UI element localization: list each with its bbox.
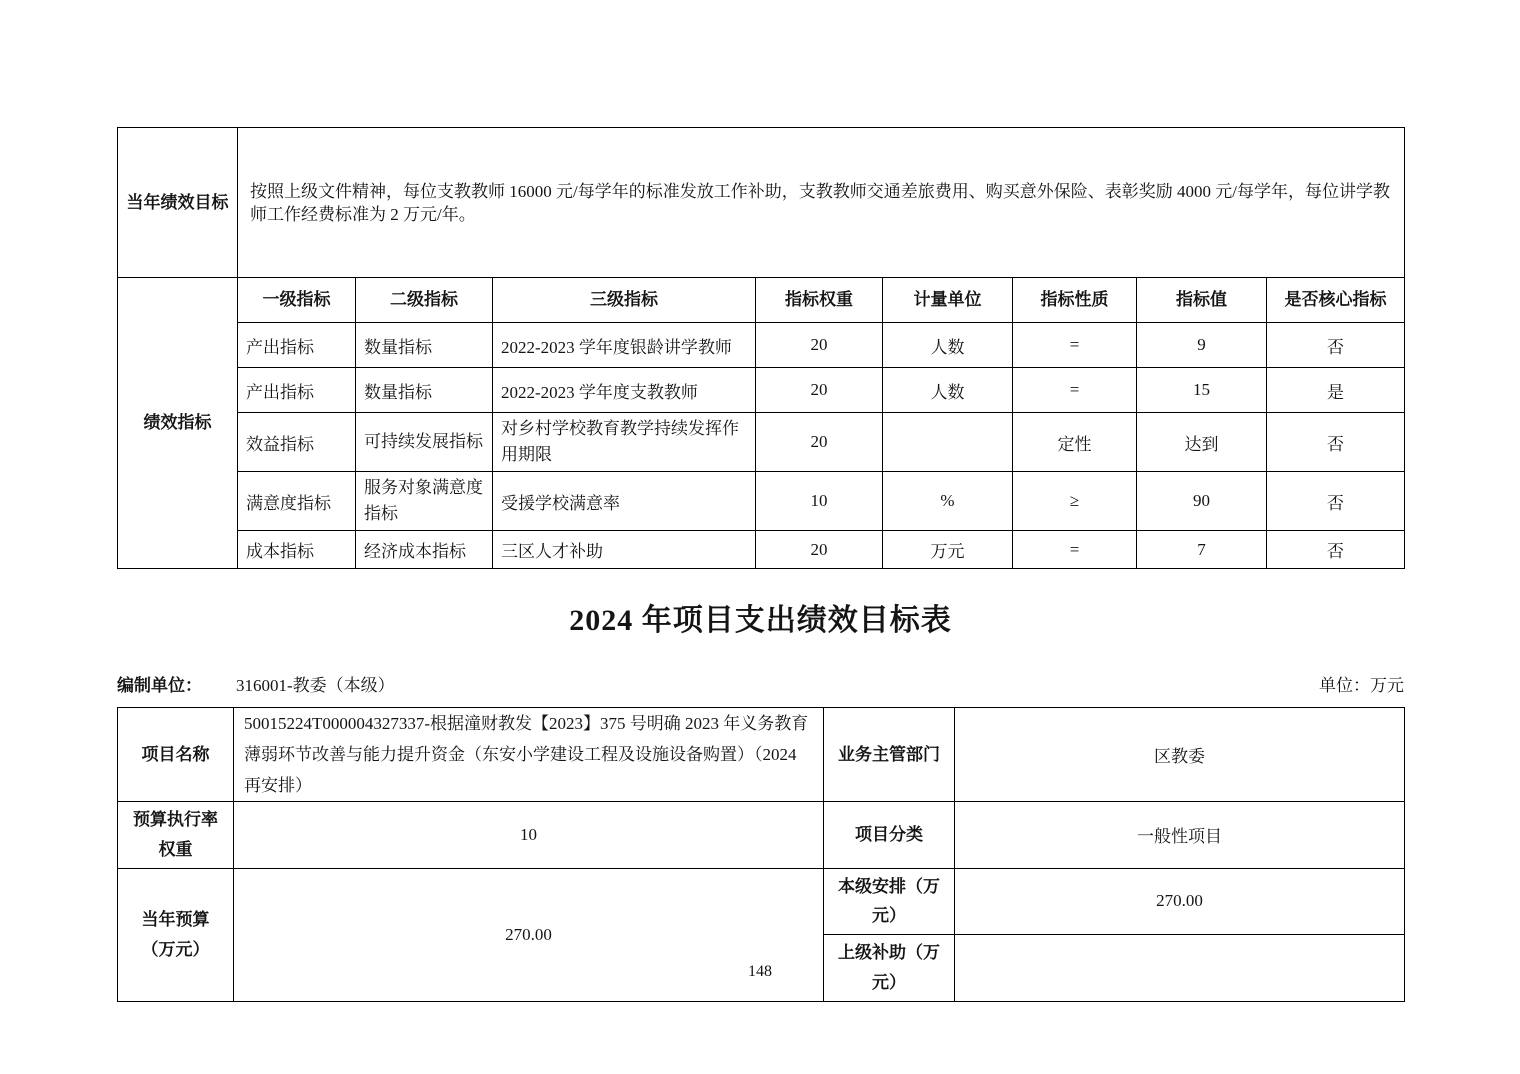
indicator-cell: = [1013,323,1137,368]
dept-value-cell: 区教委 [955,708,1405,802]
preparing-unit-value: 316001-教委（本级） [236,676,395,695]
category-value-cell: 一般性项目 [955,802,1405,869]
indicator-cell: 20 [756,413,883,472]
meta-line [117,671,1404,696]
category-label-cell: 项目分类 [824,802,955,869]
project-name-row [118,708,1405,802]
indicator-cell: ≥ [1013,472,1137,531]
indicator-cell: = [1013,368,1137,413]
header-cell: 二级指标 [356,278,493,323]
indicator-cell: 产出指标 [238,323,356,368]
project-name-value-cell: 50015224T000004327337-根据潼财教发【2023】375 号明确 2023 年义务教育薄弱环节改善与能力提升资金（东安小学建设工程及设施设备购置）（2024 再安排） [234,708,824,802]
indicator-cell: 否 [1267,323,1405,368]
indicator-row [118,531,1405,569]
local-arrangement-label-cell: 本级安排（万元） [824,868,955,935]
indicator-cell: 人数 [883,323,1013,368]
indicator-cell: 15 [1137,368,1267,413]
indicator-cell: 90 [1137,472,1267,531]
indicators-header-row [118,278,1405,323]
indicator-row [118,413,1405,472]
performance-indicators-table [117,127,1405,569]
indicator-cell: 人数 [883,368,1013,413]
page-content [117,0,1404,1002]
indicator-cell: 否 [1267,413,1405,472]
indicator-cell: 2022-2023 学年度支教教师 [493,368,756,413]
header-cell: 指标性质 [1013,278,1137,323]
header-cell: 计量单位 [883,278,1013,323]
indicator-cell: 否 [1267,531,1405,569]
indicator-cell: 受援学校满意率 [493,472,756,531]
project-budget-table [117,707,1405,1002]
exec-rate-value-cell: 10 [234,802,824,869]
currency-unit-note: 单位：万元 [1319,676,1404,695]
indicator-cell: 数量指标 [356,368,493,413]
indicator-cell: 9 [1137,323,1267,368]
header-cell: 一级指标 [238,278,356,323]
budget-label-cell: 当年预算（万元） [118,868,234,1001]
indicator-cell: 万元 [883,531,1013,569]
indicator-cell: 是 [1267,368,1405,413]
indicators-label-cell: 绩效指标 [118,278,238,569]
indicator-row [118,323,1405,368]
dept-label-cell: 业务主管部门 [824,708,955,802]
indicator-row [118,368,1405,413]
indicator-cell: 产出指标 [238,368,356,413]
indicator-cell: 对乡村学校教育教学持续发挥作用期限 [493,413,756,472]
goal-row [118,128,1405,278]
indicator-cell: 可持续发展指标 [356,413,493,472]
header-cell: 指标值 [1137,278,1267,323]
indicator-cell: 10 [756,472,883,531]
project-name-label-cell: 项目名称 [118,708,234,802]
local-arrangement-value-cell: 270.00 [955,868,1405,935]
indicator-row [118,472,1405,531]
goal-text-cell: 按照上级文件精神，每位支教教师 16000 元/每学年的标准发放工作补助，支教教师交通差旅费用、购买意外保险、表彰奖励 4000 元/每学年，每位讲学教师工作经费标准为 2 万元/年。 [238,128,1405,278]
budget-row [118,868,1405,935]
exec-rate-label-cell: 预算执行率权重 [118,802,234,869]
page-number: 148 [748,963,772,980]
indicator-cell: 效益指标 [238,413,356,472]
indicator-cell: 服务对象满意度指标 [356,472,493,531]
indicator-cell: 满意度指标 [238,472,356,531]
indicator-cell: 达到 [1137,413,1267,472]
page-title: 2024 年项目支出绩效目标表 [569,604,952,637]
goal-label-cell: 当年绩效目标 [118,128,238,278]
preparing-unit-label: 编制单位： [117,676,202,695]
header-cell: 三级指标 [493,278,756,323]
indicator-cell: 定性 [1013,413,1137,472]
superior-subsidy-label-cell: 上级补助（万元） [824,935,955,1002]
indicator-cell: 20 [756,323,883,368]
header-cell: 指标权重 [756,278,883,323]
indicator-cell: = [1013,531,1137,569]
indicator-cell: 7 [1137,531,1267,569]
indicator-cell: 数量指标 [356,323,493,368]
indicator-cell: 2022-2023 学年度银龄讲学教师 [493,323,756,368]
indicator-cell: % [883,472,1013,531]
budget-value-cell: 270.00 [234,868,824,1001]
header-cell: 是否核心指标 [1267,278,1405,323]
indicator-cell: 成本指标 [238,531,356,569]
indicator-cell: 三区人才补助 [493,531,756,569]
indicator-cell: 经济成本指标 [356,531,493,569]
indicator-cell: 20 [756,531,883,569]
indicator-cell: 否 [1267,472,1405,531]
indicator-cell: 20 [756,368,883,413]
indicator-cell [883,413,1013,472]
exec-rate-row [118,802,1405,869]
